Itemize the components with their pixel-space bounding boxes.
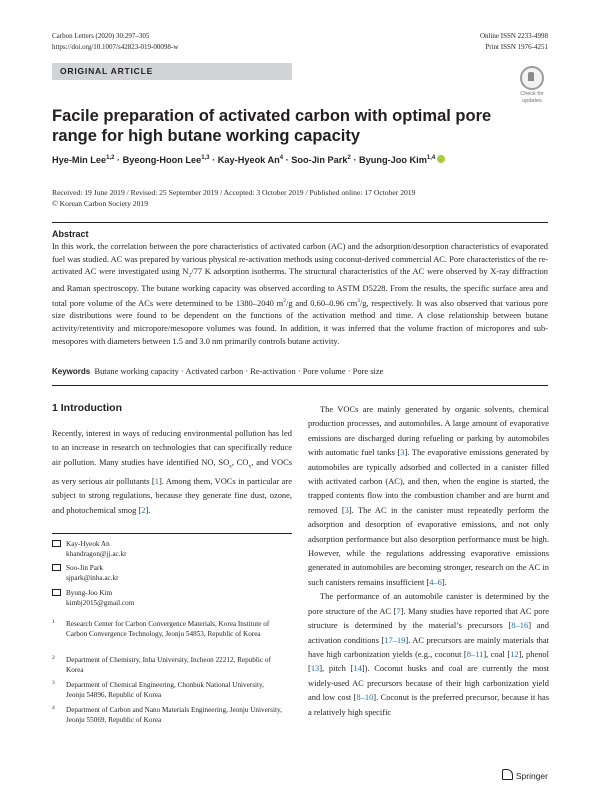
citation-link[interactable]: 3 <box>344 504 349 515</box>
envelope-icon <box>52 564 61 571</box>
contact-name: Byung-Joo Kim <box>66 589 113 597</box>
body-text: ], coal [ <box>483 648 511 659</box>
author-separator: · <box>212 155 216 166</box>
body-text: The performance of an automobile canister is determined by the pore structure of the AC [ <box>308 591 549 616</box>
subscript: 2 <box>188 272 192 279</box>
keywords-text: Butane working capacity · Activated carbon · Re-activation · Pore volume · Pore size <box>94 366 384 376</box>
citation-link[interactable]: 7 <box>396 605 401 616</box>
article-type-label: ORIGINAL ARTICLE <box>60 66 154 76</box>
bookmark-icon <box>520 66 544 90</box>
abstract-text: /77 K adsorption isotherms. The structural characteristics of the AC were observed by X-ray diffraction and Raman spectroscopy. The butane working capacity was observed according to ASTM D5228. From the results, the specific surface area and total pore volume of the ACs were determined to be 1380–2040 m <box>52 266 548 308</box>
contact-email[interactable]: sjpark@inha.ac.kr <box>66 574 119 582</box>
abstract-text: /g and 0.60–0.96 cm <box>285 297 358 308</box>
affiliation <box>52 705 282 725</box>
affiliation-number: 3 <box>52 680 55 686</box>
affiliation-text: Research Center for Carbon Convergence Materials, Korea Institute of Carbon Convergence Technology, Jeonju 54853, Republic of Korea <box>66 620 270 638</box>
print-issn: Print ISSN 1976-4251 <box>485 42 548 51</box>
body-text: ]. <box>145 504 151 515</box>
subscript: x <box>229 463 232 470</box>
body-text: ]. <box>441 576 447 587</box>
affiliation-number: 4 <box>52 705 55 711</box>
body-text: The VOCs are mainly generated by organic solvents, chemical production processes, and automobiles. A large amount of evaporative emissions are discharged during refueling or parking by automobiles with automatic fuel tanks [ <box>308 404 549 458</box>
citation-link[interactable]: 1 <box>154 475 159 486</box>
article-type-banner <box>52 63 292 80</box>
author-name[interactable]: Kay-Hyeok An <box>217 155 280 166</box>
affiliation-number: 2 <box>52 655 55 661</box>
check-for-label: Check for <box>520 91 544 97</box>
intro-paragraph <box>52 426 292 517</box>
body-text: ]. Coconut is the preferred precursor, because it has a relatively high specific <box>308 692 549 717</box>
journal-citation: Carbon Letters (2020) 30:297–305 <box>52 32 150 40</box>
history-dates: Received: 19 June 2019 / Revised: 25 September 2019 / Accepted: 3 October 2019 / Published online: 17 October 2019 <box>52 188 416 197</box>
author-name[interactable]: Soo-Jin Park <box>291 155 348 166</box>
keywords-line <box>52 365 548 378</box>
citation-link[interactable]: 17–19 <box>384 634 406 645</box>
contact-block <box>52 539 127 559</box>
body-text: ]. Among them, VOCs in particular are subject to strong regulations, because they generate fine dust, ozone, and photochemical smog [ <box>52 475 292 515</box>
author-affil-ref: 1,2 <box>106 155 115 161</box>
envelope-icon <box>52 540 61 547</box>
copyright-line: © Korean Carbon Society 2019 <box>52 199 149 208</box>
contact-email[interactable]: khandragon@jj.ac.kr <box>66 550 127 558</box>
publisher-logo <box>502 769 548 781</box>
body-text: ]). Coconut husks and coal are currently the most widely-used AC precursors because of their high carbonization yield and low cost [ <box>308 663 549 703</box>
contact-name: Kay-Hyeok An <box>66 540 110 548</box>
contact-block <box>52 588 134 608</box>
affiliation <box>52 680 282 700</box>
author-name[interactable]: Byeong-Hoon Lee <box>122 155 202 166</box>
author-name[interactable]: Byung-Joo Kim <box>358 155 427 166</box>
body-text: ]. The AC in the canister must repeatedly perform the adsorption and desorption of evaporative emissions, and not only adsorption performance but also desorption performance must be high. However, while the regulations addressing evaporative emissions generated in automobiles are becoming stronger, research on the AC in such canisters remains insufficient [ <box>308 504 549 587</box>
contact-name: Soo-Jin Park <box>66 564 103 572</box>
affiliation-number: 1 <box>52 619 55 625</box>
author-name[interactable]: Hye-Min Lee <box>52 155 107 166</box>
affiliation-text: Department of Chemical Engineering, Chonbuk National University, Jeonju 54896, Republic of Korea <box>66 681 264 699</box>
superscript: 3 <box>357 298 360 305</box>
abstract-body <box>52 240 548 347</box>
author-separator: · <box>285 155 289 166</box>
citation-link[interactable]: 4–6 <box>429 576 442 587</box>
citation-link[interactable]: 8–10 <box>356 692 374 703</box>
author-list <box>52 155 552 165</box>
abstract-top-divider <box>52 222 548 223</box>
citation-link[interactable]: 12 <box>510 648 519 659</box>
springer-horse-icon <box>502 769 513 780</box>
author-affil-ref: 4 <box>279 155 284 161</box>
issn-header <box>480 31 548 52</box>
section-heading: 1 Introduction <box>52 402 122 414</box>
intro-right-column <box>308 402 549 719</box>
author-affil-ref: 2 <box>347 155 351 161</box>
online-issn: Online ISSN 2233-4998 <box>479 32 548 40</box>
subscript: x <box>248 463 252 470</box>
citation-link[interactable]: 8–11 <box>466 648 484 659</box>
author-separator: · <box>353 155 357 166</box>
abstract-text: In this work, the correlation between the pore characteristics of activated carbon (AC) and the adsorption/desorption characteristics of evaporated fuel was studied. AC was prepared by various physical re-activation methods using coconut-derived commercial AC. Pore characteristics of the re-activated AC were investigated using N <box>52 241 549 277</box>
body-text: ] and activation conditions [ <box>308 620 549 645</box>
author-separator: · <box>117 155 121 166</box>
doi-link[interactable]: https://doi.org/10.1007/s42823-019-00098-w <box>52 42 179 51</box>
footnote-divider <box>52 533 292 534</box>
publisher-name: Springer <box>515 771 548 781</box>
body-text: ], phenol [ <box>308 648 549 674</box>
citation-link[interactable]: 8–16 <box>511 620 529 631</box>
body-text: ], pitch [ <box>319 663 354 674</box>
affiliation-text: Department of Carbon and Nano Materials Engineering, Jeonju University, Jeonju 55069, Republic of Korea <box>66 706 282 724</box>
body-text: , and VOCs as very serious air pollutants [ <box>52 456 292 486</box>
publication-dates <box>52 187 562 209</box>
citation-link[interactable]: 13 <box>310 663 320 674</box>
contact-block <box>52 563 119 583</box>
contact-email[interactable]: kimbj2015@gmail.com <box>66 599 135 607</box>
author-affil-ref: 1,4 <box>426 155 436 161</box>
journal-header <box>52 31 178 52</box>
body-text: , CO <box>231 456 249 467</box>
abstract-text: /g, respectively. It was also observed that various pore size distributions were found to be dependent on the functions of the activation method and time. A close relationship between butane activity/retentivity and micropore/mesopore volumes was found. In addition, it was inferred that the volume fraction of micropores and sub-mesopores with diameters between 1.5 and 3.0 nm primarily controls butane activity. <box>52 297 548 346</box>
intro-left-column <box>52 426 292 517</box>
superscript: 2 <box>283 298 286 305</box>
citation-link[interactable]: 3 <box>400 447 405 458</box>
body-text: ]. Many studies have reported that AC pore structure is determined by the material’s precursors [ <box>308 605 549 631</box>
citation-link[interactable]: 14 <box>353 663 362 674</box>
author-affil-ref: 1,3 <box>201 155 210 161</box>
check-for-updates-badge[interactable] <box>513 66 551 104</box>
abstract-heading: Abstract <box>52 229 89 239</box>
envelope-icon <box>52 589 61 596</box>
updates-label: updates <box>522 98 542 104</box>
intro-paragraph <box>308 402 549 589</box>
abstract-bottom-divider <box>52 385 548 386</box>
body-text: Recently, interest in ways of reducing environmental pollution has led to an increase in research on technologies that can specifically reduce air pollution. Many studies have identified NO, SO <box>52 428 292 467</box>
affiliation-text: Department of Chemistry, Inha University, Incheon 22212, Republic of Korea <box>66 656 271 674</box>
orcid-icon[interactable] <box>437 155 445 163</box>
intro-paragraph <box>308 589 549 719</box>
keywords-label: Keywords <box>52 367 91 376</box>
body-text: ]. The evaporative emissions generated by automobiles are typically adsorbed and collected in a canister filled with activated carbon (AC), and then, when the engine is started, the trapped contents flow into the combustion chamber and are burnt and removed [ <box>308 447 550 515</box>
affiliation <box>52 619 282 639</box>
affiliation <box>52 655 282 675</box>
body-text: ]. AC precursors are mainly materials that have high carbonization yields (e.g., coconut [ <box>308 634 549 659</box>
citation-link[interactable]: 2 <box>141 504 146 515</box>
paper-title: Facile preparation of activated carbon with optimal pore range for high butane working capacity <box>52 107 492 145</box>
